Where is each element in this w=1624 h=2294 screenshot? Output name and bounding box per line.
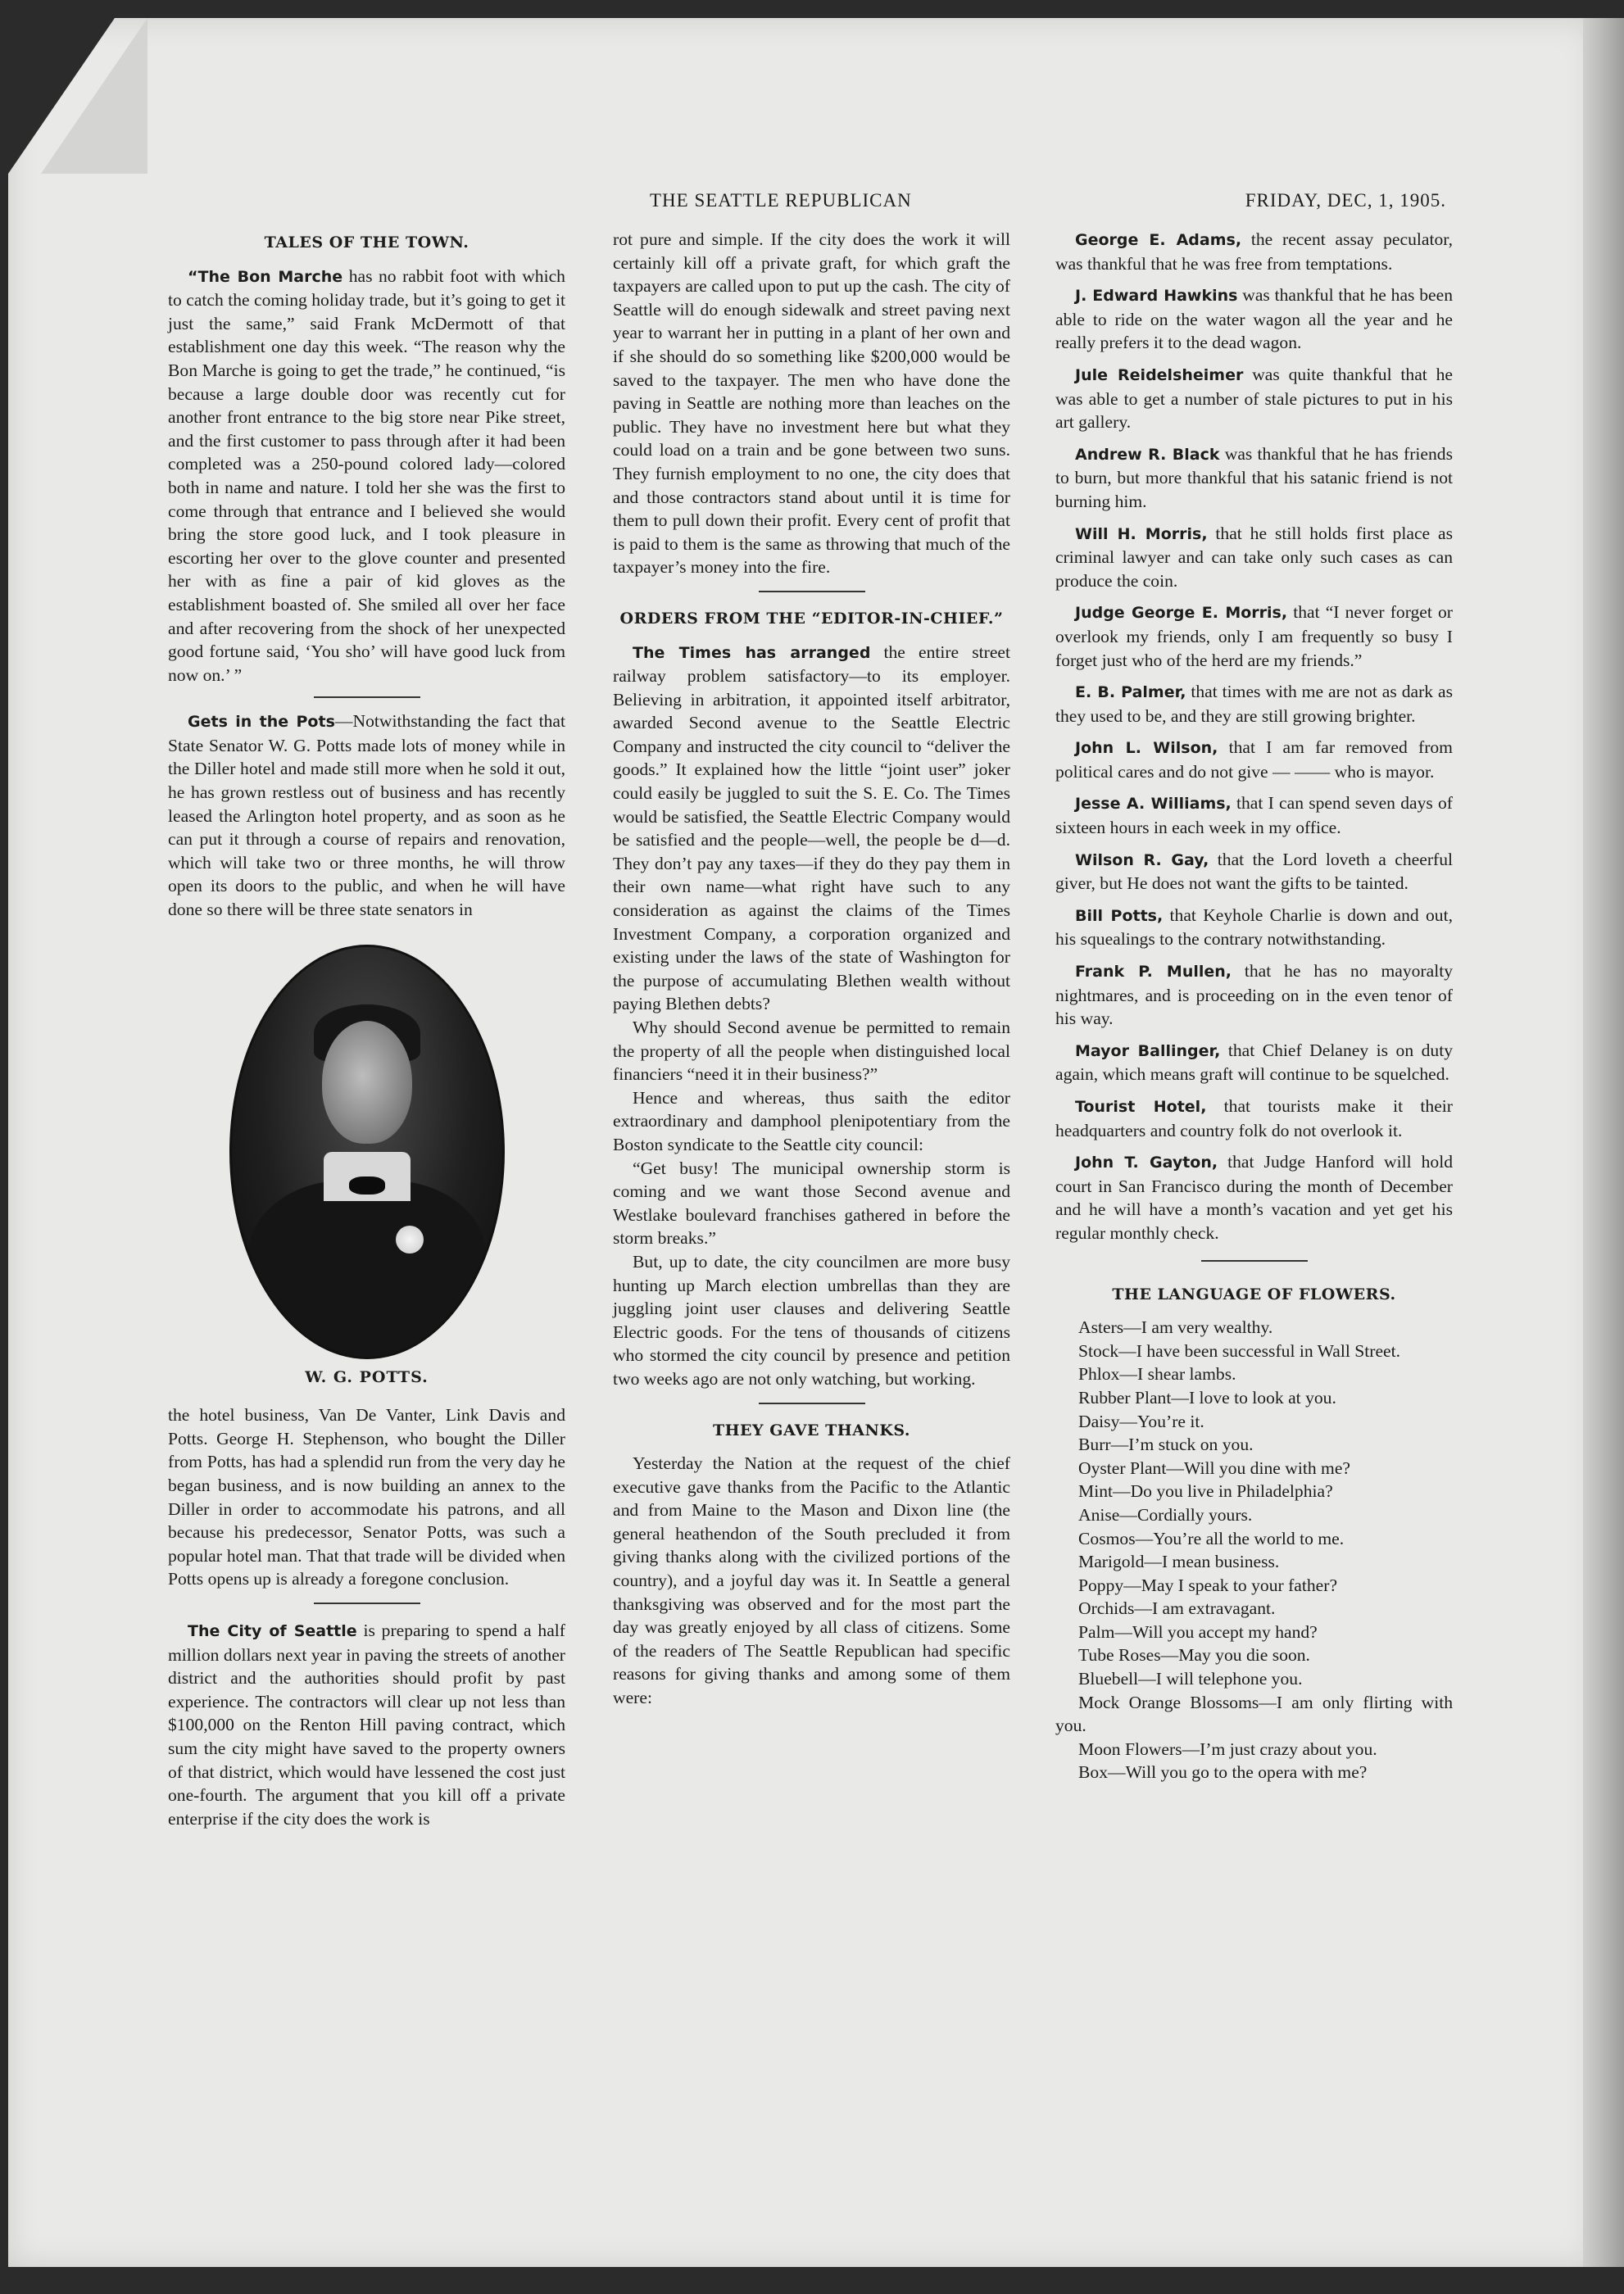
photo-caption: W. G. POTTS. — [305, 1367, 429, 1386]
lead-phrase: Gets in the Pots — [188, 713, 335, 732]
thanks-name: Mayor Ballinger, — [1075, 1041, 1221, 1060]
thanks-name: Bill Potts, — [1075, 906, 1164, 925]
thanks-entry — [1055, 848, 1453, 895]
divider — [759, 591, 865, 592]
article-paragraph: “Get busy! The municipal ownership storm is coming and we want those Second avenue and Westlake boulevard franchises gathered in before the storm breaks.” — [613, 1158, 1010, 1249]
thanks-text: that he still holds first place as criminal lawyer and can take only such cases as can produce the coin. — [1055, 523, 1453, 591]
divider — [759, 1403, 865, 1404]
thanks-name: John L. Wilson, — [1075, 739, 1218, 758]
newspaper-name: THE SEATTLE REPUBLICAN — [650, 190, 912, 211]
divider — [1201, 1260, 1308, 1262]
flower-meaning: Poppy—May I speak to your father? — [1078, 1575, 1338, 1595]
thanks-entry — [1055, 736, 1453, 783]
thanks-entry — [1055, 1039, 1453, 1086]
thanks-text: that I can spend seven days of sixteen hours in each week in my office. — [1055, 793, 1453, 838]
flower-meaning: Stock—I have been successful in Wall Street. — [1078, 1340, 1401, 1361]
column-3 — [1055, 228, 1453, 1784]
thanks-entry — [1055, 522, 1453, 593]
thanks-name: Judge George E. Morris, — [1075, 604, 1288, 623]
thanks-name: George E. Adams, — [1075, 231, 1242, 249]
thanks-name: E. B. Palmer, — [1075, 683, 1186, 702]
divider — [314, 696, 420, 698]
thanks-text: that I am far removed from political cares and do not give — —— who is mayor. — [1055, 737, 1453, 782]
thanks-entry — [1055, 959, 1453, 1031]
column-2 — [613, 228, 1010, 1718]
flower-meaning: Rubber Plant—I love to look at you. — [1078, 1387, 1336, 1408]
paragraph-text: is preparing to spend a half million dollars next year in paving the streets of another district and the authorities should profit by past experience. The contractors will clear up not less than $100,000 on the Renton Hill paving contract, which sum the city might have saved to the property owners of that district, which would have lessened the cost just one-fourth. The argument that you kill off a private enterprise if the city does the work is — [168, 1620, 565, 1829]
thanks-entry — [1055, 228, 1453, 275]
folded-corner-flap — [41, 18, 147, 174]
flower-meaning: Palm—Will you accept my hand? — [1078, 1621, 1318, 1642]
flower-meaning: Oyster Plant—Will you dine with me? — [1078, 1458, 1350, 1478]
paragraph-text: —Notwithstanding the fact that State Senator W. G. Potts made lots of money while in the Diller hotel and made still more when he sold it out, he has grown restless out of business and has recently leased the Arlington hotel property, and as soon as he can put it through a course of repairs and renovation, which will take two or three months, he will throw open its doors to the public, and when he will have done so there will be three state senators in — [168, 711, 565, 920]
flower-meaning: Asters—I am very wealthy. — [1078, 1317, 1273, 1338]
thanks-text: that “I never forget or overlook my friends, only I am frequently so busy I forget just who of the herd are my friends.” — [1055, 602, 1453, 670]
article-paragraph: Why should Second avenue be permitted to remain the property of all the people when distinguished local financiers “need it in their business?” — [613, 1018, 1010, 1085]
thanks-text: was thankful that he has been able to ride on the water wagon all the year and he really prefers it to the dead wagon. — [1055, 285, 1453, 353]
thanks-text: that times with me are not as dark as they used to be, and they are still growing brighter. — [1055, 682, 1453, 726]
article-paragraph — [168, 265, 565, 687]
article-paragraph: Yesterday the Nation at the request of the chief executive gave thanks from the Pacific to the Atlantic and from Maine to the Mason and Dixon line (the general heathendon of the South precluded it from giving thanks along with the civilized portions of the country), and a joyful day was it. In Seattle a general thanksgiving was observed and for the most part the day was greatly enjoyed by all class of citizens. Some of the readers of The Seattle Republican had specific reasons for giving thanks and among some of them were: — [613, 1453, 1010, 1708]
thanks-text: that Keyhole Charlie is down and out, his squealings to the contrary notwithstanding. — [1055, 904, 1453, 950]
section-title: ORDERS FROM THE “EDITOR-IN-CHIEF.” — [619, 609, 1004, 628]
paragraph-text: the entire street railway problem satisfactory—to its employer. Believing in arbitration, it appointed itself arbitrator, awarded Second avenue to the Seattle Electric Company and instructed the city council to “deliver the goods.” It explained how the little “joint user” joker could easily be juggled to suit the S. E. Co. The Times would be satisfied, the Seattle Electric Company would be satisfied and the people—well, the people be d—d. They don’t pay any taxes—if they do they pay them in their own name—what right have such to any consideration as against the claims of the Times Investment Company, a corporation organized and existing under the laws of the state of Washington for the purpose of accumulating Blethen wealth without paying Blethen debts? — [613, 642, 1010, 1014]
column-1 — [168, 228, 565, 1838]
flower-meaning: Burr—I’m stuck on you. — [1078, 1435, 1254, 1455]
article-paragraph: the hotel business, Van De Vanter, Link Davis and Potts. George H. Stephenson, who bought the Diller from Potts, has had a splendid run from the very day he began business, and is now building an annex to the Diller in order to accommodate his patrons, and all because his predecessor, Senator Potts, was such a popular hotel man. That that trade will be divided when Potts opens up is already a foregone conclusion. — [168, 1405, 565, 1589]
article-paragraph — [168, 1619, 565, 1830]
bow-tie-shape — [349, 1176, 385, 1195]
thanks-text: that the Lord loveth a cheerful giver, but He does not want the gifts to be tainted. — [1055, 849, 1453, 894]
portrait-photo — [229, 945, 505, 1359]
thanks-name: Jesse A. Williams, — [1075, 795, 1232, 814]
thanks-text: that Judge Hanford will hold court in San Francisco during the month of December and he will have a month’s vacation and yet get his regular monthly check. — [1055, 1152, 1454, 1243]
lead-phrase: The Times has arranged — [633, 643, 871, 662]
lead-phrase: The City of Seattle — [188, 1621, 357, 1640]
thanks-name: Jule Reidelsheimer — [1075, 365, 1244, 384]
thanks-entry — [1055, 283, 1453, 355]
thanks-entry — [1055, 363, 1453, 434]
face-shape — [322, 1021, 412, 1144]
flower-meaning: Marigold—I mean business. — [1078, 1552, 1280, 1572]
lead-phrase: “The Bon Marche — [188, 267, 343, 286]
flower-meaning: Orchids—I am extravagant. — [1078, 1598, 1276, 1619]
section-title: THEY GAVE THANKS. — [712, 1421, 911, 1439]
thanks-name: Andrew R. Black — [1075, 445, 1220, 464]
thanks-name: Wilson R. Gay, — [1075, 850, 1209, 869]
thanks-text: that he has no mayoralty nightmares, and is proceeding on in the even tenor of his way. — [1055, 961, 1453, 1029]
flower-meaning: Mint—Do you live in Philadelphia? — [1078, 1481, 1333, 1502]
section-title: THE LANGUAGE OF FLOWERS. — [1112, 1285, 1396, 1303]
thanks-entry — [1055, 680, 1453, 728]
coat-shape — [248, 1181, 486, 1359]
flower-meaning: Moon Flowers—I’m just crazy about you. — [1078, 1739, 1377, 1759]
flower-meaning: Anise—Cordially yours. — [1078, 1504, 1253, 1525]
flower-meaning: Bluebell—I will telephone you. — [1078, 1669, 1303, 1689]
thanks-text: that Chief Delaney is on duty again, which means graft will continue to be squelched. — [1055, 1040, 1454, 1085]
page-edge — [1583, 18, 1624, 2267]
thanks-entry — [1055, 1150, 1453, 1244]
flower-meaning: Daisy—You’re it. — [1078, 1411, 1204, 1431]
thanks-entry — [1055, 442, 1453, 514]
thanks-name: Frank P. Mullen, — [1075, 963, 1232, 982]
article-paragraph: rot pure and simple. If the city does the work it will certainly kill off a private graft, for which graft the taxpayers are called upon to put up the cash. The city of Seattle will do enough sidewalk and street paving next year to warrant her in putting in a plant of her own and if she should do so something like $200,000 would be saved to the taxpayer. The men who have done the paving in Seattle are nothing more than leaches on the public. They have no investment here but what they could load on a train and be gone between two suns. They furnish employment to no one, the city does that and those contractors stand about until it is time for them to pull down their profit. Every cent of profit that is paid to them is the same as throwing that much of the taxpayer’s money into the fire. — [613, 229, 1010, 578]
flower-meaning: Cosmos—You’re all the world to me. — [1078, 1528, 1345, 1548]
issue-date: FRIDAY, DEC, 1, 1905. — [1245, 190, 1446, 211]
article-paragraph: Hence and whereas, thus saith the editor extraordinary and damphool plenipotentiary from the Boston syndicate to the Seattle city council: — [613, 1087, 1010, 1154]
thanks-name: John T. Gayton, — [1075, 1154, 1218, 1172]
thanks-list — [1055, 228, 1453, 1245]
thanks-name: Will H. Morris, — [1075, 524, 1208, 543]
article-paragraph — [168, 710, 565, 921]
thanks-entry — [1055, 601, 1453, 672]
article-paragraph — [613, 641, 1010, 1017]
thanks-entry — [1055, 904, 1453, 951]
thanks-entry — [1055, 1095, 1453, 1142]
flower-meaning: Box—Will you go to the opera with me? — [1078, 1762, 1368, 1783]
thanks-entry — [1055, 791, 1453, 839]
thanks-text: was quite thankful that he was able to get a number of stale pictures to put in his art gallery. — [1055, 364, 1453, 433]
paragraph-text: has no rabbit foot with which to catch the coming holiday trade, but it’s going to get it just the same,” said Frank McDermott of that establishment one day this week. “The reason why the Bon Marche is going to get the trade,” he continued, “is because a large double door was recently cut for another front entrance to the big store near Pike street, and the first customer to pass through after it had been completed was a 250-pound colored lady—colored both in name and nature. I told her she was the first to come through that entrance and I believed she would bring the store good luck, and I took pleasure in escorting her over to the glove counter and presented her with as fine a pair of kid gloves as the establishment boasted of. She smiled all over her face and after recovering from the shock of her unexpected good fortune said, ‘You sho’ will have good luck from now on.’ ” — [168, 265, 565, 685]
flower-meaning: Mock Orange Blossoms—I am only flirting with you. — [1055, 1692, 1453, 1736]
section-title: TALES OF THE TOWN. — [264, 233, 470, 252]
flower-meaning: Phlox—I shear lambs. — [1078, 1364, 1236, 1385]
page-header — [168, 190, 1446, 215]
flowers-list — [1055, 1316, 1453, 1784]
divider — [314, 1603, 420, 1604]
thanks-name: J. Edward Hawkins — [1075, 287, 1238, 306]
thanks-text: that tourists make it their headquarters and country folk do not overlook it. — [1055, 1096, 1453, 1140]
flower-meaning: Tube Roses—May you die soon. — [1078, 1645, 1310, 1666]
thanks-text: the recent assay peculator, was thankful that he was free from temptations. — [1055, 229, 1453, 274]
boutonniere-shape — [396, 1226, 424, 1254]
thanks-text: was thankful that he has friends to burn, but more thankful that his satanic friend is not burning him. — [1055, 443, 1453, 511]
thanks-name: Tourist Hotel, — [1075, 1098, 1207, 1116]
article-paragraph: But, up to date, the city councilmen are more busy hunting up March election umbrellas than they are juggling joint user clauses and delivering Seattle Electric goods. For the tens of thousands of citizens who stormed the city council by presence and petition two weeks ago are not only watching, but working. — [613, 1251, 1010, 1389]
